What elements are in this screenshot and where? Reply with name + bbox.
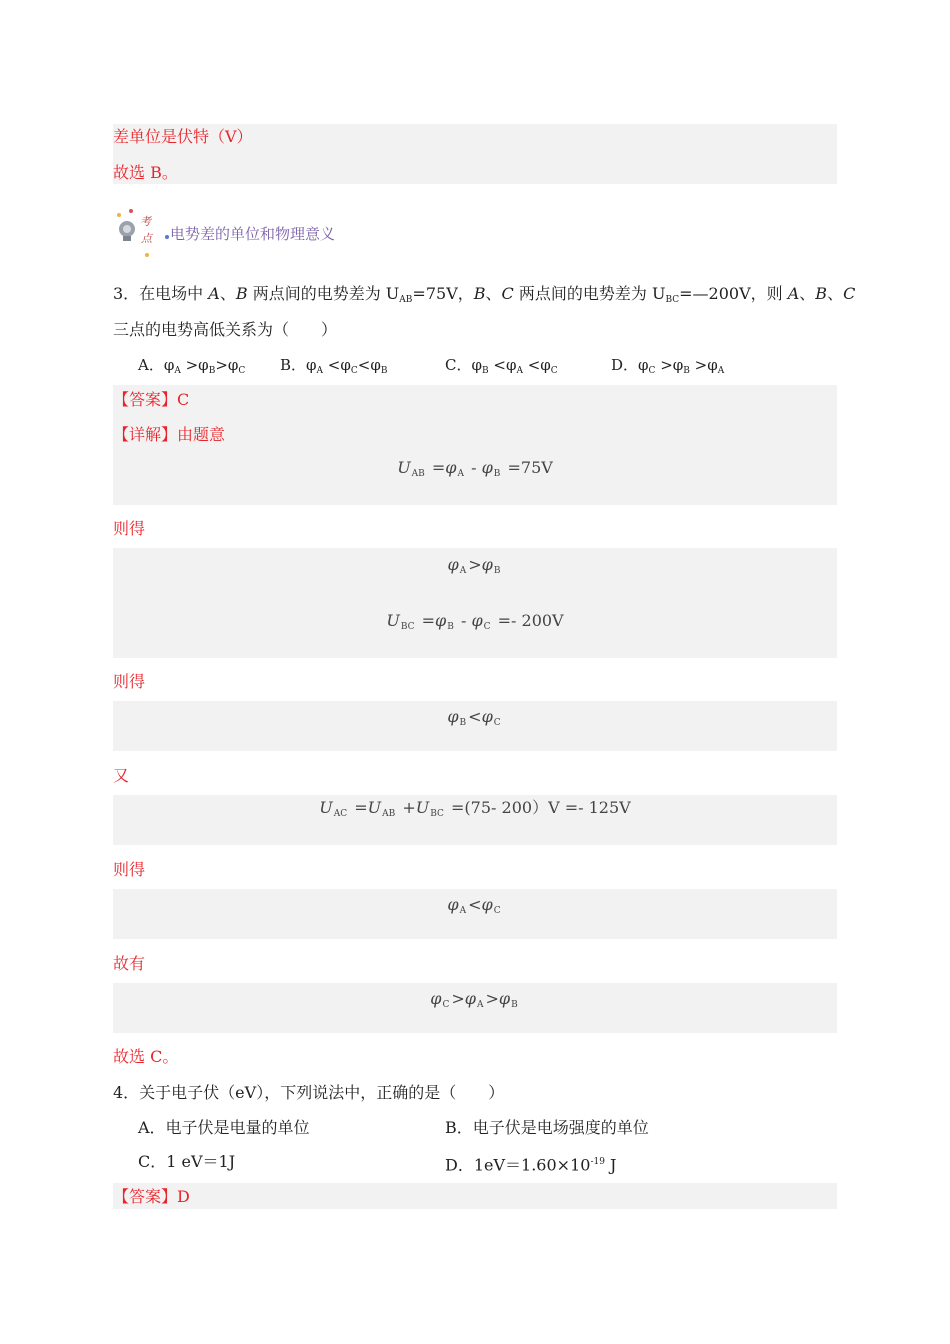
q3-option-c: C．$\varphi_B <\varphi_A <\varphi_C$ [445, 356, 558, 376]
equation-phib-lt-phic: $\varphi_B <\varphi_C$ [447, 707, 501, 728]
equation-uab: $U_{AB} =\varphi_A - \varphi_B =75V$ [397, 458, 553, 479]
q4-answer-block [113, 1183, 837, 1209]
q3-option-a: A．$\varphi_A >\varphi_B>\varphi_C$ [138, 356, 246, 376]
q3-option-d: D．$\varphi_C >\varphi_B >\varphi_A$ [611, 356, 725, 376]
equation-ubc: $U_{BC} =\varphi_B - \varphi_C =- 200V$ [386, 611, 564, 632]
then-label-1: 则得 [113, 519, 146, 538]
q3-option-b: B．$\varphi_A <\varphi_C<\varphi_B$ [280, 356, 388, 376]
q3-stem-line1: 3．在电场中 A、B 两点间的电势差为 UAB=75V，B、C 两点间的电势差为 UBC=—200V，则 A、B、C [113, 284, 856, 305]
choose-b-line: 故选 B。 [113, 163, 178, 182]
equation-phia-lt-phic: $\varphi_A <\varphi_C$ [447, 895, 501, 916]
kaodian-char-2: 点 [141, 232, 152, 245]
equation-final-order: $\varphi_C >\varphi_A >\varphi_B$ [430, 989, 518, 1010]
also-label: 又 [113, 766, 130, 785]
q4-option-a: A．电子伏是电量的单位 [138, 1118, 310, 1137]
q3-explain-label: 【详解】由题意 [113, 425, 226, 444]
q3-stem-line2: 三点的电势高低关系为（ ） [113, 320, 338, 339]
q4-answer: 【答案】D [113, 1187, 190, 1206]
then-label-3: 则得 [113, 860, 146, 879]
choose-c-line: 故选 C。 [113, 1047, 179, 1066]
q4-stem: 4．关于电子伏（eV），下列说法中，正确的是（ ） [113, 1083, 505, 1102]
equation-phia-gt-phib: $\varphi_A >\varphi_B$ [447, 555, 501, 576]
kaodian-char-1: 考 [140, 215, 151, 228]
q4-option-b: B．电子伏是电场强度的单位 [445, 1118, 649, 1137]
hence-label: 故有 [113, 954, 146, 973]
kaodian-badge-icon [113, 205, 169, 259]
q3-answer-block [113, 385, 837, 505]
q4-option-d: D．$1eV=1.60\times 10^{-19}$ J [445, 1155, 617, 1175]
then-label-2: 则得 [113, 672, 146, 691]
q4-option-c: C．1 eV＝1J [138, 1152, 236, 1171]
q3-answer: 【答案】C [113, 390, 190, 409]
equation-uac: $U_{AC} =U_{AB} +U_{BC} =(75-$ 200）V =- 125V [319, 798, 631, 819]
kaodian-topic: 电势差的单位和物理意义 [170, 225, 336, 243]
unit-volt-line: 差单位是伏特（V） [113, 127, 253, 146]
